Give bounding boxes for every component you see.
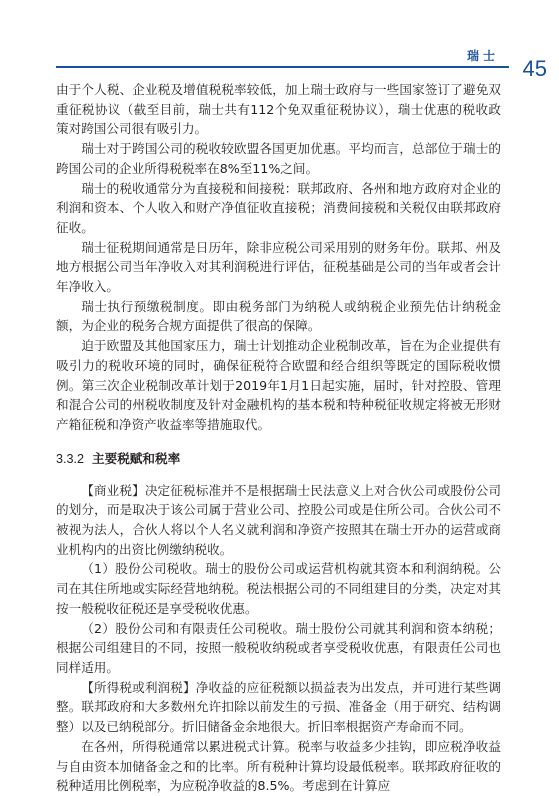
- paragraph: 【所得税或利润税】净收益的应征税额以损益表为出发点，并可进行某些调整。联邦政府和大多数州允许扣除以前发生的亏损、准备金（用于研究、结构调整）以及已纳税部分。折旧储备金余地很大。折旧率根据资产寿命而不同。: [56, 679, 501, 735]
- section-number: 3.3.2: [56, 451, 85, 466]
- page-body: [56, 80, 501, 796]
- paragraph: 瑞士执行预缴税制度。即由税务部门为纳税人或纳税企业预先估计纳税金额，为企业的税务合规方面提供了很高的保障。: [56, 298, 501, 334]
- paragraph: （1）股份公司税收。瑞士的股份公司或运营机构就其资本和利润纳税。公司在其住所地或实际经营地纳税。税法根据公司的不同组建目的分类，决定对其按一般税收征税还是享受税收优惠。: [56, 561, 501, 616]
- paragraph: 在各州，所得税通常以累进税式计算。税率与收益多少挂钩，即应税净收益与自由资本加储备金之和的比率。所有税种计算均设最低税率。联邦政府征收的税种适用比例税率，为应税净收益的8.5%。考虑到在计算应: [56, 738, 501, 794]
- section-heading: [56, 449, 501, 469]
- running-title: 瑞士: [466, 49, 499, 63]
- header-rule: [56, 66, 509, 68]
- section-title: 主要税赋和税率: [92, 450, 181, 466]
- paragraph: 瑞士对于跨国公司的税收较欧盟各国更加优惠。平均而言，总部位于瑞士的跨国公司的企业所得税税率在8%至11%之间。: [56, 141, 501, 176]
- paragraph: （2）股份公司和有限责任公司税收。瑞士股份公司就其利润和资本纳税；根据公司组建目的不同，按照一般税收纳税或者享受税收优惠，有限责任公司也同样适用。: [56, 620, 501, 675]
- paragraph: 【商业税】决定征税标准并不是根据瑞士民法意义上对合伙公司或股份公司的划分，而是取决于该公司属于营业公司、控股公司或是住所公司。合伙公司不被视为法人，合伙人将以个人名义就利润和净资产按照其在瑞士开办的运营或商业机构内的出资比例缴纳税收。: [56, 482, 501, 557]
- paragraph: 由于个人税、企业税及增值税税率较低，加上瑞士政府与一些国家签订了避免双重征税协议（截至目前，瑞士共有112个免双重征税协议），瑞士优惠的税收政策对跨国公司很有吸引力。: [56, 82, 501, 137]
- page-header: [0, 0, 559, 80]
- page-number: 45: [522, 56, 547, 81]
- paragraph: 瑞士的税收通常分为直接税和间接税：联邦政府、各州和地方政府对企业的利润和资本、个人收入和财产净值征收直接税；消费间接税和关税仅由联邦政府征收。: [56, 180, 501, 235]
- paragraph: 瑞士征税期间通常是日历年，除非应税公司采用别的财务年份。联邦、州及地方根据公司当年净收入对其利润税进行评估，征税基础是公司的当年或者会计年净收入。: [56, 239, 501, 295]
- paragraph: 迫于欧盟及其他国家压力，瑞士计划推动企业税制改革，旨在为企业提供有吸引力的税收环境的同时，确保征税符合欧盟和经合组织等既定的国际税收惯例。第三次企业税制改革计划于2019年1月1日起实施，届时，针对控股、管理和混合公司的州税收制度及针对金融机构的基本税和特种税征收规定将被无形财产箱征税和净资产收益率等措施取代。: [56, 338, 501, 432]
